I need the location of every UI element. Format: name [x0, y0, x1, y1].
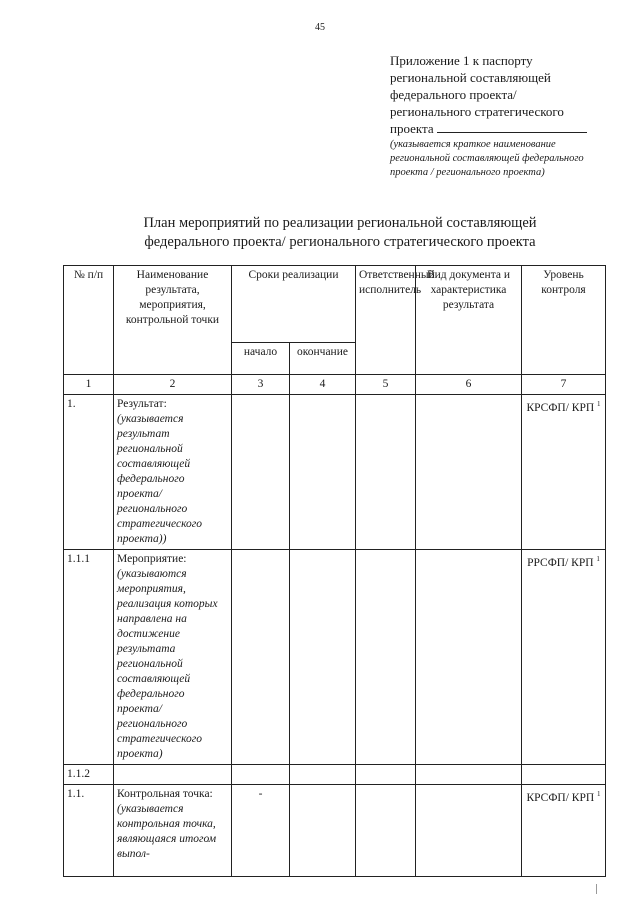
- col-number: 3: [232, 375, 290, 395]
- row-end: [290, 395, 356, 550]
- row-name: [114, 550, 232, 765]
- row-start: [232, 765, 290, 785]
- row-start: -: [232, 785, 290, 877]
- page-number: 45: [315, 22, 325, 33]
- column-numbers-row: [64, 375, 606, 395]
- col-number: 5: [356, 375, 416, 395]
- footnote-mark: 1: [597, 790, 601, 798]
- table-row: [64, 550, 606, 765]
- row-name: [114, 785, 232, 877]
- table-row: [64, 785, 606, 877]
- row-responsible: [356, 395, 416, 550]
- scan-mark: [596, 884, 597, 894]
- row-num: 1.: [64, 395, 114, 550]
- header-num: № п/п: [64, 266, 114, 375]
- row-responsible: [356, 785, 416, 877]
- row-doc: [416, 550, 522, 765]
- title-line-1: План мероприятий по реализации региональной составляющей: [143, 215, 537, 231]
- plan-table: [63, 265, 606, 877]
- header-level: Уровень контроля: [522, 266, 606, 375]
- col-number: 1: [64, 375, 114, 395]
- row-label: Мероприятие:: [117, 553, 187, 565]
- footnote-mark: 1: [597, 400, 601, 408]
- row-num: 1.1.: [64, 785, 114, 877]
- row-name: [114, 765, 232, 785]
- header-terms: Сроки реализации: [232, 266, 356, 343]
- row-level: КРСФП/ КРП $^1$: [522, 395, 606, 550]
- row-note: (указывается результат региональной составляющей федерального проекта/ регионального стратегического проекта)): [117, 413, 203, 545]
- header-responsible: Ответственный исполнитель: [356, 266, 416, 375]
- row-responsible: [356, 765, 416, 785]
- appendix-block: [390, 52, 600, 180]
- header-end: окончание: [290, 343, 356, 375]
- row-num: 1.1.1: [64, 550, 114, 765]
- col-number: 7: [522, 375, 606, 395]
- appendix-blank-line: [437, 120, 587, 133]
- row-note: (указываются мероприятия, реализация которых направлена на достижение результата региональной составляющей федерального проекта/ регионального стратегического проекта): [117, 568, 218, 760]
- table-row: [64, 395, 606, 550]
- table-row: [64, 765, 606, 785]
- row-level: РРСФП/ КРП $^1$: [522, 550, 606, 765]
- header-row: [64, 266, 606, 343]
- row-end: [290, 765, 356, 785]
- title-line-2: федерального проекта/ регионального стратегического проекта: [144, 234, 536, 250]
- row-note: (указывается контрольная точка, являющаяся итогом выпол-: [117, 803, 217, 860]
- row-end: [290, 785, 356, 877]
- footnote-mark: 1: [596, 555, 600, 563]
- row-doc: [416, 765, 522, 785]
- row-label: Результат:: [117, 398, 167, 410]
- col-number: 4: [290, 375, 356, 395]
- col-number: 6: [416, 375, 522, 395]
- row-responsible: [356, 550, 416, 765]
- row-level: КРСФП/ КРП $^1$: [522, 785, 606, 877]
- row-name: [114, 395, 232, 550]
- row-level: [522, 765, 606, 785]
- row-start: [232, 395, 290, 550]
- row-doc: [416, 395, 522, 550]
- appendix-text: Приложение 1 к паспорту региональной составляющей федерального проекта/ регионального стратегического проекта: [390, 52, 600, 137]
- appendix-note: (указывается краткое наименование региональной составляющей федерального проекта / регионального проекта): [390, 139, 584, 178]
- row-label: Контрольная точка:: [117, 788, 213, 800]
- row-doc: [416, 785, 522, 877]
- header-doc: Вид документа и характеристика результата: [416, 266, 522, 375]
- row-end: [290, 550, 356, 765]
- header-start: начало: [232, 343, 290, 375]
- col-number: 2: [114, 375, 232, 395]
- document-title: [80, 214, 600, 252]
- row-num: 1.1.2: [64, 765, 114, 785]
- header-name: Наименование результата, мероприятия, контрольной точки: [114, 266, 232, 375]
- row-start: [232, 550, 290, 765]
